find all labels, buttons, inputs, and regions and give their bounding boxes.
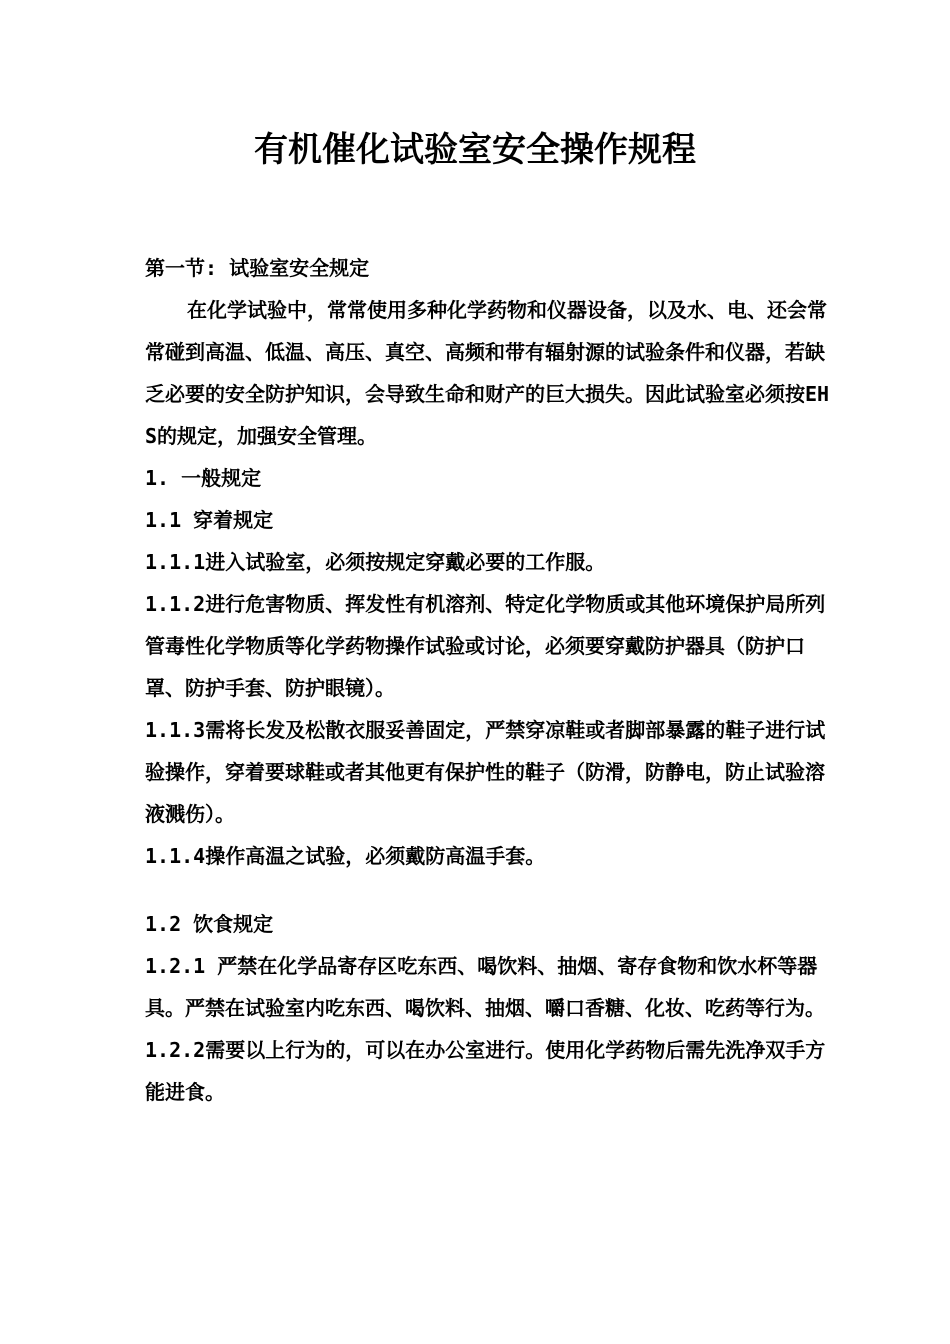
- section-heading: 第一节: 试验室安全规定: [145, 256, 370, 280]
- section-spacer: [145, 877, 835, 903]
- clause-1-1-1: 1.1.1进入试验室，必须按规定穿戴必要的工作服。: [145, 550, 606, 574]
- heading-diet-rules: 1.2 饮食规定: [145, 912, 274, 936]
- clause-1-2-1: 1.2.1 严禁在化学品寄存区吃东西、喝饮料、抽烟、寄存食物和饮水杯等器具。严禁在试验室内吃东西、喝饮料、抽烟、嚼口香糖、化妆、吃药等行为。: [145, 954, 825, 1020]
- clause-1-1-4: 1.1.4操作高温之试验，必须戴防高温手套。: [145, 844, 546, 868]
- heading-general-rules: 1. 一般规定: [145, 466, 262, 490]
- clause-1-2-2: 1.2.2需要以上行为的，可以在办公室进行。使用化学药物后需先洗净双手方能进食。: [145, 1038, 826, 1104]
- page-title: 有机催化试验室安全操作规程: [254, 130, 696, 170]
- intro-paragraph: 在化学试验中，常常使用多种化学药物和仪器设备，以及水、电、还会常常碰到高温、低温、高压、真空、高频和带有辐射源的试验条件和仪器，若缺乏必要的安全防护知识，会导致生命和财产的巨大损失。因此试验室必须按EHS的规定，加强安全管理。: [145, 298, 830, 448]
- heading-dress-rules: 1.1 穿着规定: [145, 508, 274, 532]
- document-body: [145, 247, 835, 1113]
- clause-1-1-2: 1.1.2进行危害物质、挥发性有机溶剂、特定化学物质或其他环境保护局所列管毒性化学物质等化学药物操作试验或讨论，必须要穿戴防护器具（防护口罩、防护手套、防护眼镜）。: [145, 592, 826, 700]
- clause-1-1-3: 1.1.3需将长发及松散衣服妥善固定，严禁穿凉鞋或者脚部暴露的鞋子进行试验操作，穿着要球鞋或者其他更有保护性的鞋子（防滑，防静电，防止试验溶液溅伤）。: [145, 718, 826, 826]
